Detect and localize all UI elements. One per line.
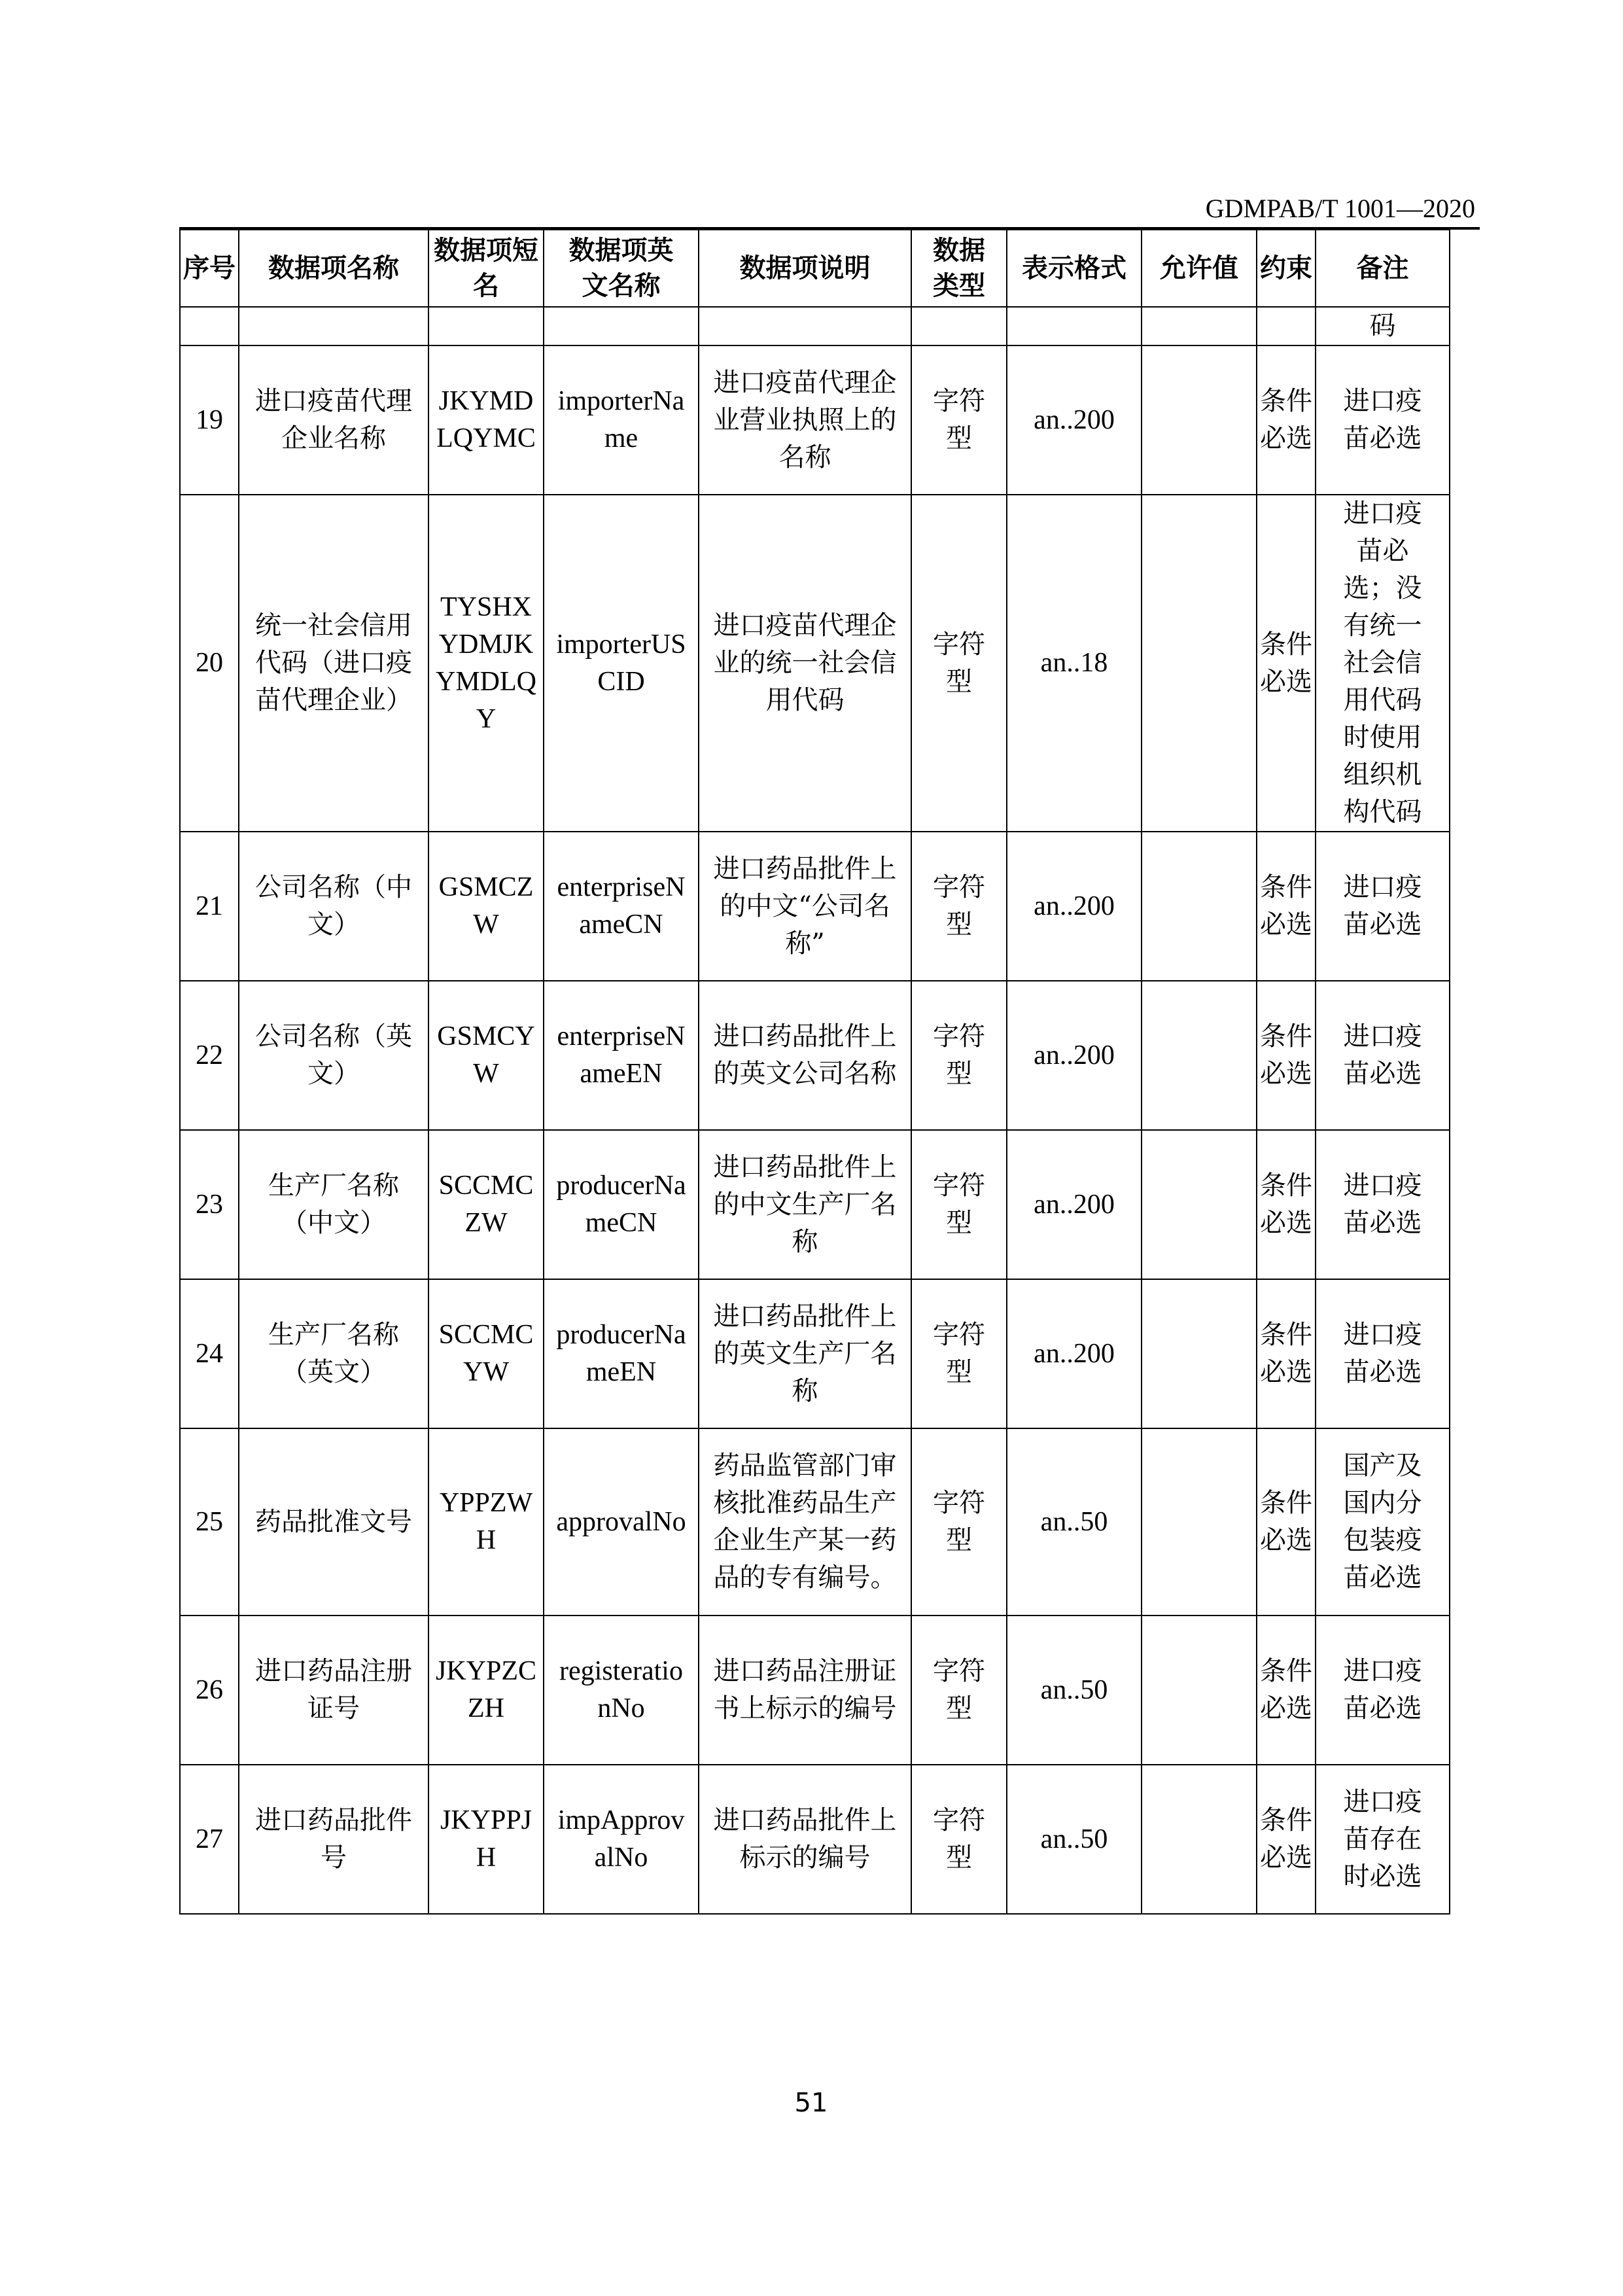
column-header: 数据类型	[911, 230, 1007, 307]
table-row	[180, 1765, 1450, 1914]
format-cell: an..200	[1007, 1130, 1142, 1279]
cell	[1142, 307, 1257, 345]
constraint-cell: 条件必选	[1257, 1428, 1316, 1616]
constraint-cell: 条件必选	[1257, 1130, 1316, 1279]
format-cell: an..50	[1007, 1428, 1142, 1616]
table-row	[180, 1616, 1450, 1765]
allowed-values-cell	[1142, 832, 1257, 981]
page-number: 51	[794, 2088, 828, 2118]
row-number-cell: 23	[180, 1130, 239, 1279]
row-number-cell: 26	[180, 1616, 239, 1765]
short-name-cell: JKYPZCZH	[428, 1616, 544, 1765]
item-name-cell: 药品批准文号	[239, 1428, 428, 1616]
table-row	[180, 1428, 1450, 1616]
note-cell: 进口疫苗必选	[1316, 832, 1450, 981]
cell	[544, 307, 699, 345]
english-name-cell: enterpriseNameCN	[544, 832, 699, 981]
cell	[1257, 307, 1316, 345]
description-cell: 进口药品批件上的中文生产厂名称	[699, 1130, 911, 1279]
data-item-table	[179, 229, 1450, 1915]
constraint-cell: 条件必选	[1257, 981, 1316, 1130]
data-type-cell: 字符型	[911, 1130, 1007, 1279]
constraint-cell: 条件必选	[1257, 1765, 1316, 1914]
table-row	[180, 495, 1450, 832]
constraint-cell: 条件必选	[1257, 495, 1316, 832]
english-name-cell: approvalNo	[544, 1428, 699, 1616]
item-name-cell: 生产厂名称（中文）	[239, 1130, 428, 1279]
table-row	[180, 1279, 1450, 1428]
table-row	[180, 981, 1450, 1130]
cell	[239, 307, 428, 345]
column-header: 数据项名称	[239, 230, 428, 307]
description-cell: 进口药品批件上的英文生产厂名称	[699, 1279, 911, 1428]
item-name-cell: 进口疫苗代理企业名称	[239, 345, 428, 495]
format-cell: an..200	[1007, 832, 1142, 981]
cell	[911, 307, 1007, 345]
row-number-cell: 22	[180, 981, 239, 1130]
note-cell: 进口疫苗必选	[1316, 1616, 1450, 1765]
allowed-values-cell	[1142, 1130, 1257, 1279]
item-name-cell: 生产厂名称（英文）	[239, 1279, 428, 1428]
description-cell: 进口疫苗代理企业的统一社会信用代码	[699, 495, 911, 832]
short-name-cell: SCCMCYW	[428, 1279, 544, 1428]
note-cell: 进口疫苗必选；没有统一社会信用代码时使用组织机构代码	[1316, 495, 1450, 832]
note-cell: 进口疫苗存在时必选	[1316, 1765, 1450, 1914]
row-number-cell: 21	[180, 832, 239, 981]
cell	[1007, 307, 1142, 345]
item-name-cell: 公司名称（中文）	[239, 832, 428, 981]
cell	[180, 307, 239, 345]
format-cell: an..50	[1007, 1616, 1142, 1765]
short-name-cell: TYSHXYDMJKYMDLQY	[428, 495, 544, 832]
note-cell: 进口疫苗必选	[1316, 1130, 1450, 1279]
format-cell: an..18	[1007, 495, 1142, 832]
continuation-row	[180, 307, 1450, 345]
table-row	[180, 832, 1450, 981]
column-header: 表示格式	[1007, 230, 1142, 307]
data-type-cell: 字符型	[911, 832, 1007, 981]
note-cell: 进口疫苗必选	[1316, 981, 1450, 1130]
english-name-cell: producerNameEN	[544, 1279, 699, 1428]
allowed-values-cell	[1142, 1428, 1257, 1616]
item-name-cell: 进口药品注册证号	[239, 1616, 428, 1765]
data-type-cell: 字符型	[911, 1616, 1007, 1765]
constraint-cell: 条件必选	[1257, 832, 1316, 981]
column-header: 数据项短名	[428, 230, 544, 307]
item-name-cell: 统一社会信用代码（进口疫苗代理企业）	[239, 495, 428, 832]
data-type-cell: 字符型	[911, 981, 1007, 1130]
short-name-cell: JKYMDLQYMC	[428, 345, 544, 495]
row-number-cell: 24	[180, 1279, 239, 1428]
description-cell: 进口药品批件上的中文“公司名称”	[699, 832, 911, 981]
column-header: 序号	[180, 230, 239, 307]
data-type-cell: 字符型	[911, 1428, 1007, 1616]
item-name-cell: 公司名称（英文）	[239, 981, 428, 1130]
table-row	[180, 345, 1450, 495]
description-cell: 进口药品批件上的英文公司名称	[699, 981, 911, 1130]
description-cell: 药品监管部门审核批准药品生产企业生产某一药品的专有编号。	[699, 1428, 911, 1616]
format-cell: an..50	[1007, 1765, 1142, 1914]
row-number-cell: 25	[180, 1428, 239, 1616]
english-name-cell: importerName	[544, 345, 699, 495]
data-type-cell: 字符型	[911, 1765, 1007, 1914]
allowed-values-cell	[1142, 1616, 1257, 1765]
cell	[699, 307, 911, 345]
format-cell: an..200	[1007, 981, 1142, 1130]
data-type-cell: 字符型	[911, 495, 1007, 832]
column-header: 允许值	[1142, 230, 1257, 307]
description-cell: 进口疫苗代理企业营业执照上的名称	[699, 345, 911, 495]
row-number-cell: 27	[180, 1765, 239, 1914]
note-cell: 进口疫苗必选	[1316, 1279, 1450, 1428]
short-name-cell: JKYPPJH	[428, 1765, 544, 1914]
short-name-cell: SCCMCZW	[428, 1130, 544, 1279]
description-cell: 进口药品注册证书上标示的编号	[699, 1616, 911, 1765]
short-name-cell: YPPZWH	[428, 1428, 544, 1616]
note-cell: 国产及国内分包装疫苗必选	[1316, 1428, 1450, 1616]
allowed-values-cell	[1142, 345, 1257, 495]
data-type-cell: 字符型	[911, 345, 1007, 495]
row-number-cell: 20	[180, 495, 239, 832]
row-number-cell: 19	[180, 345, 239, 495]
allowed-values-cell	[1142, 495, 1257, 832]
english-name-cell: impApprovalNo	[544, 1765, 699, 1914]
column-header: 数据项英文名称	[544, 230, 699, 307]
document-code: GDMPAB/T 1001—2020	[1205, 194, 1475, 223]
note-cell: 码	[1316, 307, 1450, 345]
table-header-row	[180, 230, 1450, 307]
column-header: 备注	[1316, 230, 1450, 307]
cell	[428, 307, 544, 345]
constraint-cell: 条件必选	[1257, 345, 1316, 495]
format-cell: an..200	[1007, 345, 1142, 495]
english-name-cell: importerUSCID	[544, 495, 699, 832]
allowed-values-cell	[1142, 1765, 1257, 1914]
short-name-cell: GSMCYW	[428, 981, 544, 1130]
table-row	[180, 1130, 1450, 1279]
data-type-cell: 字符型	[911, 1279, 1007, 1428]
english-name-cell: producerNameCN	[544, 1130, 699, 1279]
constraint-cell: 条件必选	[1257, 1616, 1316, 1765]
allowed-values-cell	[1142, 1279, 1257, 1428]
allowed-values-cell	[1142, 981, 1257, 1130]
constraint-cell: 条件必选	[1257, 1279, 1316, 1428]
english-name-cell: registerationNo	[544, 1616, 699, 1765]
item-name-cell: 进口药品批件号	[239, 1765, 428, 1914]
format-cell: an..200	[1007, 1279, 1142, 1428]
short-name-cell: GSMCZW	[428, 832, 544, 981]
english-name-cell: enterpriseNameEN	[544, 981, 699, 1130]
description-cell: 进口药品批件上标示的编号	[699, 1765, 911, 1914]
column-header: 约束	[1257, 230, 1316, 307]
column-header: 数据项说明	[699, 230, 911, 307]
note-cell: 进口疫苗必选	[1316, 345, 1450, 495]
